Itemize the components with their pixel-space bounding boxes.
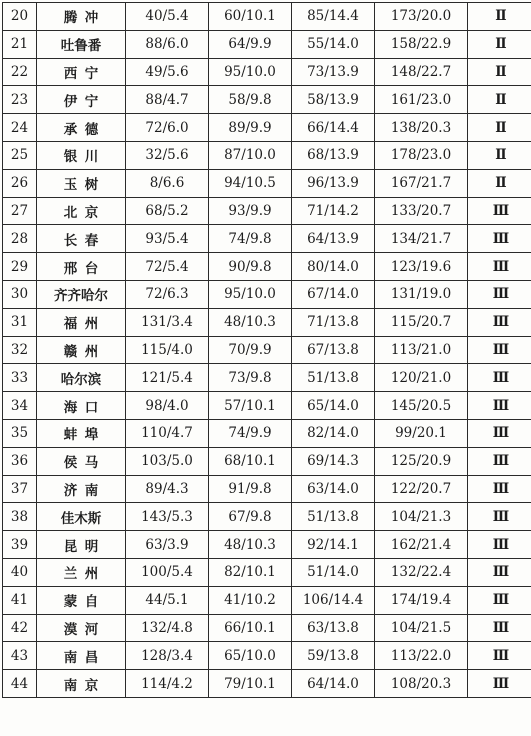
zone-class-cell: Ⅲ xyxy=(468,614,531,642)
value-cell-2: 89/9.9 xyxy=(209,114,292,142)
value-cell-3: 55/14.0 xyxy=(292,30,375,58)
table-row xyxy=(3,364,531,392)
table-row xyxy=(3,30,531,58)
zone-class-cell: Ⅲ xyxy=(468,670,531,698)
value-cell-1: 103/5.0 xyxy=(126,447,209,475)
table-row xyxy=(3,225,531,253)
station-name-cell: 昆明 xyxy=(37,531,126,559)
value-cell-1: 98/4.0 xyxy=(126,392,209,420)
value-cell-4: 148/22.7 xyxy=(375,58,468,86)
value-cell-2: 90/9.8 xyxy=(209,253,292,281)
value-cell-4: 174/19.4 xyxy=(375,586,468,614)
zone-class-cell: Ⅱ xyxy=(468,114,531,142)
station-name-cell: 南京 xyxy=(37,670,126,698)
value-cell-2: 94/10.5 xyxy=(209,169,292,197)
row-number-cell: 31 xyxy=(3,308,37,336)
row-number-cell: 24 xyxy=(3,114,37,142)
row-number-cell: 44 xyxy=(3,670,37,698)
table-row xyxy=(3,670,531,698)
value-cell-1: 72/6.0 xyxy=(126,114,209,142)
station-name-cell: 南昌 xyxy=(37,642,126,670)
value-cell-1: 49/5.6 xyxy=(126,58,209,86)
station-name-cell: 佳木斯 xyxy=(37,503,126,531)
value-cell-3: 59/13.8 xyxy=(292,642,375,670)
value-cell-4: 131/19.0 xyxy=(375,280,468,308)
value-cell-4: 158/22.9 xyxy=(375,30,468,58)
row-number-cell: 22 xyxy=(3,58,37,86)
value-cell-2: 79/10.1 xyxy=(209,670,292,698)
station-name-cell: 蒙自 xyxy=(37,586,126,614)
value-cell-3: 71/13.8 xyxy=(292,308,375,336)
table-row xyxy=(3,586,531,614)
value-cell-2: 41/10.2 xyxy=(209,586,292,614)
station-name-cell: 邢台 xyxy=(37,253,126,281)
value-cell-1: 88/4.7 xyxy=(126,86,209,114)
zone-class-cell: Ⅲ xyxy=(468,336,531,364)
row-number-cell: 39 xyxy=(3,531,37,559)
value-cell-3: 64/13.9 xyxy=(292,225,375,253)
value-cell-3: 64/14.0 xyxy=(292,670,375,698)
value-cell-3: 69/14.3 xyxy=(292,447,375,475)
value-cell-2: 64/9.9 xyxy=(209,30,292,58)
value-cell-1: 131/3.4 xyxy=(126,308,209,336)
value-cell-4: 115/20.7 xyxy=(375,308,468,336)
value-cell-1: 128/3.4 xyxy=(126,642,209,670)
value-cell-1: 72/5.4 xyxy=(126,253,209,281)
table-row xyxy=(3,642,531,670)
table-row xyxy=(3,447,531,475)
value-cell-3: 106/14.4 xyxy=(292,586,375,614)
zone-class-cell: Ⅱ xyxy=(468,30,531,58)
station-name-cell: 哈尔滨 xyxy=(37,364,126,392)
value-cell-3: 67/13.8 xyxy=(292,336,375,364)
value-cell-1: 72/6.3 xyxy=(126,280,209,308)
station-name-cell: 吐鲁番 xyxy=(37,30,126,58)
value-cell-3: 51/14.0 xyxy=(292,558,375,586)
value-cell-2: 67/9.8 xyxy=(209,503,292,531)
row-number-cell: 25 xyxy=(3,141,37,169)
value-cell-2: 73/9.8 xyxy=(209,364,292,392)
zone-class-cell: Ⅲ xyxy=(468,503,531,531)
value-cell-3: 58/13.9 xyxy=(292,86,375,114)
zone-class-cell: Ⅲ xyxy=(468,364,531,392)
row-number-cell: 29 xyxy=(3,253,37,281)
zone-class-cell: Ⅱ xyxy=(468,169,531,197)
value-cell-2: 66/10.1 xyxy=(209,614,292,642)
value-cell-2: 68/10.1 xyxy=(209,447,292,475)
value-cell-1: 114/4.2 xyxy=(126,670,209,698)
table-row xyxy=(3,475,531,503)
station-name-cell: 兰州 xyxy=(37,558,126,586)
value-cell-1: 115/4.0 xyxy=(126,336,209,364)
station-name-cell: 齐齐哈尔 xyxy=(37,280,126,308)
station-name-cell: 北京 xyxy=(37,197,126,225)
zone-class-cell: Ⅱ xyxy=(468,58,531,86)
table-row xyxy=(3,3,531,31)
value-cell-1: 121/5.4 xyxy=(126,364,209,392)
value-cell-2: 74/9.9 xyxy=(209,419,292,447)
row-number-cell: 20 xyxy=(3,3,37,31)
zone-class-cell: Ⅲ xyxy=(468,392,531,420)
table-row xyxy=(3,86,531,114)
row-number-cell: 36 xyxy=(3,447,37,475)
zone-class-cell: Ⅲ xyxy=(468,225,531,253)
value-cell-1: 110/4.7 xyxy=(126,419,209,447)
row-number-cell: 35 xyxy=(3,419,37,447)
value-cell-2: 70/9.9 xyxy=(209,336,292,364)
value-cell-2: 48/10.3 xyxy=(209,308,292,336)
value-cell-2: 93/9.9 xyxy=(209,197,292,225)
zone-class-cell: Ⅲ xyxy=(468,280,531,308)
zone-class-cell: Ⅲ xyxy=(468,419,531,447)
row-number-cell: 34 xyxy=(3,392,37,420)
value-cell-1: 100/5.4 xyxy=(126,558,209,586)
table-row xyxy=(3,114,531,142)
station-name-cell: 银川 xyxy=(37,141,126,169)
value-cell-3: 85/14.4 xyxy=(292,3,375,31)
value-cell-1: 40/5.4 xyxy=(126,3,209,31)
value-cell-4: 178/23.0 xyxy=(375,141,468,169)
value-cell-2: 65/10.0 xyxy=(209,642,292,670)
table-row xyxy=(3,392,531,420)
value-cell-1: 63/3.9 xyxy=(126,531,209,559)
value-cell-4: 113/22.0 xyxy=(375,642,468,670)
value-cell-4: 120/21.0 xyxy=(375,364,468,392)
row-number-cell: 38 xyxy=(3,503,37,531)
value-cell-4: 123/19.6 xyxy=(375,253,468,281)
table-row xyxy=(3,614,531,642)
zone-class-cell: Ⅲ xyxy=(468,308,531,336)
value-cell-2: 60/10.1 xyxy=(209,3,292,31)
table-body xyxy=(3,3,531,698)
zone-class-cell: Ⅲ xyxy=(468,253,531,281)
value-cell-3: 67/14.0 xyxy=(292,280,375,308)
table-row xyxy=(3,531,531,559)
value-cell-2: 48/10.3 xyxy=(209,531,292,559)
value-cell-2: 58/9.8 xyxy=(209,86,292,114)
station-name-cell: 侯马 xyxy=(37,447,126,475)
table-row xyxy=(3,336,531,364)
station-name-cell: 承德 xyxy=(37,114,126,142)
station-name-cell: 长春 xyxy=(37,225,126,253)
climate-data-table xyxy=(2,2,531,698)
value-cell-4: 161/23.0 xyxy=(375,86,468,114)
row-number-cell: 37 xyxy=(3,475,37,503)
zone-class-cell: Ⅲ xyxy=(468,642,531,670)
value-cell-1: 93/5.4 xyxy=(126,225,209,253)
value-cell-1: 132/4.8 xyxy=(126,614,209,642)
row-number-cell: 40 xyxy=(3,558,37,586)
row-number-cell: 28 xyxy=(3,225,37,253)
value-cell-1: 68/5.2 xyxy=(126,197,209,225)
value-cell-2: 57/10.1 xyxy=(209,392,292,420)
value-cell-2: 91/9.8 xyxy=(209,475,292,503)
zone-class-cell: Ⅲ xyxy=(468,447,531,475)
value-cell-4: 162/21.4 xyxy=(375,531,468,559)
station-name-cell: 海口 xyxy=(37,392,126,420)
table-row xyxy=(3,169,531,197)
zone-class-cell: Ⅲ xyxy=(468,475,531,503)
value-cell-2: 95/10.0 xyxy=(209,58,292,86)
table-row xyxy=(3,197,531,225)
table-row xyxy=(3,419,531,447)
value-cell-4: 134/21.7 xyxy=(375,225,468,253)
value-cell-3: 66/14.4 xyxy=(292,114,375,142)
station-name-cell: 腾冲 xyxy=(37,3,126,31)
row-number-cell: 42 xyxy=(3,614,37,642)
value-cell-4: 104/21.5 xyxy=(375,614,468,642)
value-cell-3: 96/13.9 xyxy=(292,169,375,197)
value-cell-4: 132/22.4 xyxy=(375,558,468,586)
value-cell-1: 8/6.6 xyxy=(126,169,209,197)
row-number-cell: 33 xyxy=(3,364,37,392)
value-cell-4: 173/20.0 xyxy=(375,3,468,31)
value-cell-4: 122/20.7 xyxy=(375,475,468,503)
row-number-cell: 27 xyxy=(3,197,37,225)
table-row xyxy=(3,503,531,531)
table-row xyxy=(3,308,531,336)
value-cell-2: 87/10.0 xyxy=(209,141,292,169)
value-cell-2: 95/10.0 xyxy=(209,280,292,308)
value-cell-4: 104/21.3 xyxy=(375,503,468,531)
value-cell-4: 145/20.5 xyxy=(375,392,468,420)
zone-class-cell: Ⅲ xyxy=(468,197,531,225)
value-cell-3: 51/13.8 xyxy=(292,503,375,531)
value-cell-2: 82/10.1 xyxy=(209,558,292,586)
station-name-cell: 蚌埠 xyxy=(37,419,126,447)
value-cell-4: 167/21.7 xyxy=(375,169,468,197)
value-cell-4: 138/20.3 xyxy=(375,114,468,142)
value-cell-3: 92/14.1 xyxy=(292,531,375,559)
row-number-cell: 21 xyxy=(3,30,37,58)
zone-class-cell: Ⅲ xyxy=(468,531,531,559)
station-name-cell: 伊宁 xyxy=(37,86,126,114)
value-cell-1: 32/5.6 xyxy=(126,141,209,169)
row-number-cell: 26 xyxy=(3,169,37,197)
table-row xyxy=(3,58,531,86)
station-name-cell: 漠河 xyxy=(37,614,126,642)
value-cell-1: 88/6.0 xyxy=(126,30,209,58)
station-name-cell: 西宁 xyxy=(37,58,126,86)
value-cell-3: 80/14.0 xyxy=(292,253,375,281)
station-name-cell: 玉树 xyxy=(37,169,126,197)
value-cell-3: 51/13.8 xyxy=(292,364,375,392)
station-name-cell: 济南 xyxy=(37,475,126,503)
station-name-cell: 赣州 xyxy=(37,336,126,364)
zone-class-cell: Ⅲ xyxy=(468,558,531,586)
value-cell-3: 71/14.2 xyxy=(292,197,375,225)
value-cell-1: 143/5.3 xyxy=(126,503,209,531)
value-cell-3: 65/14.0 xyxy=(292,392,375,420)
row-number-cell: 41 xyxy=(3,586,37,614)
zone-class-cell: Ⅱ xyxy=(468,141,531,169)
value-cell-2: 74/9.8 xyxy=(209,225,292,253)
zone-class-cell: Ⅱ xyxy=(468,86,531,114)
value-cell-3: 63/14.0 xyxy=(292,475,375,503)
value-cell-1: 89/4.3 xyxy=(126,475,209,503)
table-row xyxy=(3,141,531,169)
value-cell-1: 44/5.1 xyxy=(126,586,209,614)
value-cell-4: 99/20.1 xyxy=(375,419,468,447)
table-row xyxy=(3,280,531,308)
zone-class-cell: Ⅱ xyxy=(468,3,531,31)
value-cell-3: 82/14.0 xyxy=(292,419,375,447)
value-cell-3: 63/13.8 xyxy=(292,614,375,642)
value-cell-3: 73/13.9 xyxy=(292,58,375,86)
row-number-cell: 32 xyxy=(3,336,37,364)
zone-class-cell: Ⅲ xyxy=(468,586,531,614)
table-row xyxy=(3,253,531,281)
value-cell-4: 133/20.7 xyxy=(375,197,468,225)
row-number-cell: 23 xyxy=(3,86,37,114)
row-number-cell: 30 xyxy=(3,280,37,308)
value-cell-4: 125/20.9 xyxy=(375,447,468,475)
value-cell-3: 68/13.9 xyxy=(292,141,375,169)
value-cell-4: 113/21.0 xyxy=(375,336,468,364)
table-row xyxy=(3,558,531,586)
value-cell-4: 108/20.3 xyxy=(375,670,468,698)
row-number-cell: 43 xyxy=(3,642,37,670)
station-name-cell: 福州 xyxy=(37,308,126,336)
